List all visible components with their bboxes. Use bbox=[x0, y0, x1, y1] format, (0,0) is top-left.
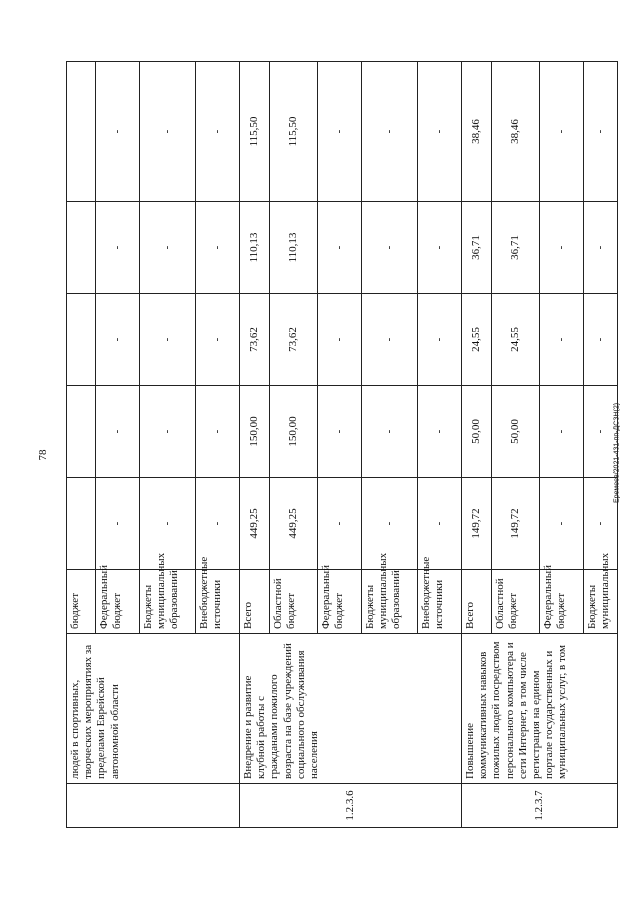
amount-cell: - bbox=[418, 386, 462, 478]
amount-cell: - bbox=[318, 62, 362, 202]
amount-cell: - bbox=[318, 294, 362, 386]
amount-cell bbox=[67, 202, 96, 294]
amount-cell: - bbox=[318, 478, 362, 570]
amount-cell: - bbox=[584, 478, 618, 570]
amount-cell: 24,55 bbox=[462, 294, 492, 386]
table-row bbox=[462, 62, 492, 828]
amount-cell: - bbox=[362, 478, 418, 570]
amount-cell: 73,62 bbox=[270, 294, 318, 386]
table-row bbox=[67, 62, 96, 828]
amount-cell: - bbox=[140, 294, 196, 386]
amount-cell: - bbox=[96, 202, 140, 294]
measure-number bbox=[67, 784, 240, 828]
amount-cell: 50,00 bbox=[492, 386, 540, 478]
funding-source: Областной бюджет bbox=[270, 570, 318, 634]
amount-cell: - bbox=[318, 386, 362, 478]
amount-cell: - bbox=[584, 62, 618, 202]
amount-cell: - bbox=[196, 478, 240, 570]
amount-cell: - bbox=[140, 478, 196, 570]
amount-cell: 50,00 bbox=[462, 386, 492, 478]
funding-source: Всего bbox=[462, 570, 492, 634]
amount-cell: 449,25 bbox=[270, 478, 318, 570]
amount-cell: - bbox=[196, 294, 240, 386]
amount-cell: - bbox=[540, 386, 584, 478]
amount-cell: 149,72 bbox=[492, 478, 540, 570]
amount-cell bbox=[67, 478, 96, 570]
amount-cell: 38,46 bbox=[492, 62, 540, 202]
amount-cell: - bbox=[418, 62, 462, 202]
amount-cell: - bbox=[362, 202, 418, 294]
amount-cell: 110,13 bbox=[240, 202, 270, 294]
measure-number: 1.2.3.7 bbox=[462, 784, 618, 828]
amount-cell: - bbox=[362, 294, 418, 386]
funding-source: Федеральный бюджет bbox=[318, 570, 362, 634]
funding-source: Бюджеты муниципальных bbox=[584, 570, 618, 634]
amount-cell: - bbox=[540, 478, 584, 570]
amount-cell: - bbox=[584, 294, 618, 386]
amount-cell: 36,71 bbox=[462, 202, 492, 294]
amount-cell: - bbox=[362, 386, 418, 478]
funding-source: Бюджеты муниципальных образований bbox=[140, 570, 196, 634]
amount-cell: 38,46 bbox=[462, 62, 492, 202]
page-number: 78 bbox=[37, 449, 49, 461]
amount-cell: - bbox=[418, 294, 462, 386]
amount-cell: - bbox=[418, 202, 462, 294]
rotated-table-wrapper bbox=[66, 62, 612, 828]
amount-cell: 115,50 bbox=[270, 62, 318, 202]
amount-cell: 73,62 bbox=[240, 294, 270, 386]
amount-cell: - bbox=[140, 386, 196, 478]
amount-cell: 36,71 bbox=[492, 202, 540, 294]
amount-cell: - bbox=[196, 62, 240, 202]
amount-cell: - bbox=[318, 202, 362, 294]
amount-cell: - bbox=[540, 202, 584, 294]
amount-cell: 449,25 bbox=[240, 478, 270, 570]
budget-table bbox=[66, 61, 618, 828]
amount-cell: - bbox=[540, 294, 584, 386]
amount-cell: 110,13 bbox=[270, 202, 318, 294]
amount-cell: - bbox=[140, 62, 196, 202]
table-row bbox=[240, 62, 270, 828]
amount-cell: 24,55 bbox=[492, 294, 540, 386]
funding-source: Бюджеты муниципальных образований bbox=[362, 570, 418, 634]
amount-cell: - bbox=[540, 62, 584, 202]
amount-cell: - bbox=[96, 294, 140, 386]
funding-source: Всего bbox=[240, 570, 270, 634]
amount-cell: - bbox=[584, 386, 618, 478]
amount-cell: 150,00 bbox=[240, 386, 270, 478]
amount-cell: - bbox=[196, 202, 240, 294]
amount-cell bbox=[67, 386, 96, 478]
measure-number: 1.2.3.6 bbox=[240, 784, 462, 828]
amount-cell: 115,50 bbox=[240, 62, 270, 202]
measure-name: Повышение коммуникативных навыков пожилых людей посредством персонального компьютера и сети Интернет, в том числе регистрация на едином портале государственных и муниципальных услуг, в том bbox=[462, 634, 618, 784]
amount-cell: - bbox=[362, 62, 418, 202]
amount-cell: - bbox=[196, 386, 240, 478]
funding-source: Внебюджетные источники bbox=[418, 570, 462, 634]
measure-name: Внедрение и развитие клубной работы с гражданами пожилого возраста на базе учреждений социального обслуживания населения bbox=[240, 634, 462, 784]
funding-source: бюджет bbox=[67, 570, 96, 634]
amount-cell: 149,72 bbox=[462, 478, 492, 570]
footer-note-text: Еремеев/2021-431-пп-ДСЗН(2) bbox=[613, 402, 621, 503]
amount-cell: - bbox=[584, 202, 618, 294]
funding-source: Внебюджетные источники bbox=[196, 570, 240, 634]
funding-source: Федеральный бюджет bbox=[540, 570, 584, 634]
amount-cell bbox=[67, 62, 96, 202]
amount-cell: - bbox=[96, 62, 140, 202]
amount-cell: - bbox=[96, 478, 140, 570]
amount-cell: 150,00 bbox=[270, 386, 318, 478]
amount-cell: - bbox=[140, 202, 196, 294]
measure-name: людей в спортивных, творческих мероприятиях за пределами Еврейской автономной области bbox=[67, 634, 240, 784]
funding-source: Федеральный бюджет bbox=[96, 570, 140, 634]
amount-cell bbox=[67, 294, 96, 386]
amount-cell: - bbox=[96, 386, 140, 478]
funding-source: Областной бюджет bbox=[492, 570, 540, 634]
amount-cell: - bbox=[418, 478, 462, 570]
